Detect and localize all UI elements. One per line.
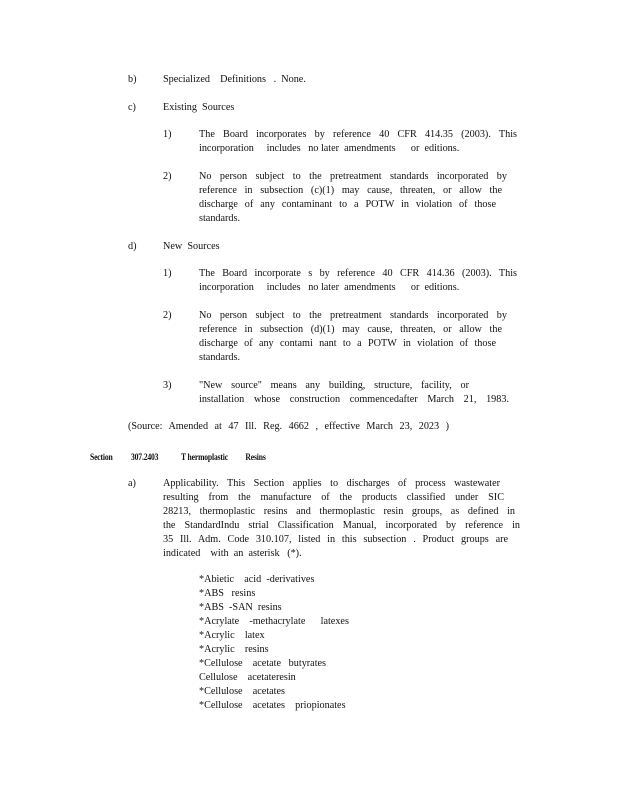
specialized-definitions: Specialized Definitions . None.	[163, 74, 306, 85]
product-item: *ABS -SAN resins	[199, 602, 282, 613]
d-3-marker: 3)	[163, 380, 172, 391]
d-2-line-2: reference in subsection (d)(1) may cause, threaten, or allow the	[199, 324, 502, 335]
product-item: Cellulose acetateresin	[199, 672, 296, 683]
existing-sources-heading: Existing Sources	[163, 102, 235, 113]
section-number: 307.2403	[131, 452, 159, 462]
c-2-line-3: discharge of any contaminant to a POTW in violation of those	[199, 199, 496, 210]
item-marker-c: c)	[128, 102, 136, 113]
item-marker-b: b)	[128, 74, 137, 85]
c-1-line-1: The Board incorporates by reference 40 CFR 414.35 (2003). This	[199, 129, 517, 140]
applicability-line-5: 35 Ill. Adm. Code 310.107, listed in this subsection . Product groups are	[163, 534, 508, 545]
c-1-line-2: incorporation includes no later amendments or editions.	[199, 143, 460, 154]
c-2-line-1: No person subject to the pretreatment standards incorporated by	[199, 171, 507, 182]
d-3-line-1: "New source" means any building, structure, facility, or	[199, 380, 469, 391]
applicability-line-2: resulting from the manufacture of the products classified under SIC	[163, 492, 504, 503]
product-item: *Cellulose acetates priopionates	[199, 700, 346, 711]
applicability-line-4: the StandardIndu strial Classification Manual, incorporated by reference in	[163, 520, 520, 531]
section-title: T hermoplastic Resins	[181, 452, 266, 462]
applicability-line-1: Applicability. This Section applies to discharges of process wastewater	[163, 478, 500, 489]
d-2-line-3: discharge of any contami nant to a POTW in violation of those	[199, 338, 496, 349]
product-item: *Cellulose acetates	[199, 686, 285, 697]
c-2-line-2: reference in subsection (c)(1) may cause, threaten, or allow the	[199, 185, 502, 196]
d-1-line-2: incorporation includes no later amendments or editions.	[199, 282, 460, 293]
c-2-line-4: standards.	[199, 213, 241, 224]
product-item: *Acrylic latex	[199, 630, 265, 641]
d-1-line-1: The Board incorporate s by reference 40 CFR 414.36 (2003). This	[199, 268, 517, 279]
d-2-line-1: No person subject to the pretreatment standards incorporated by	[199, 310, 507, 321]
item-marker-a: a)	[128, 478, 136, 489]
c-1-marker: 1)	[163, 129, 172, 140]
product-item: *ABS resins	[199, 588, 256, 599]
c-2-marker: 2)	[163, 171, 172, 182]
d-1-marker: 1)	[163, 268, 172, 279]
product-item: *Abietic acid -derivatives	[199, 574, 315, 585]
source-note: (Source: Amended at 47 Ill. Reg. 4662 , effective March 23, 2023 )	[128, 421, 449, 432]
d-3-line-2: installation whose construction commencedafter March 21, 1983.	[199, 394, 509, 405]
section-label: Section	[90, 452, 113, 462]
product-item: *Acrylic resins	[199, 644, 269, 655]
product-item: *Cellulose acetate butyrates	[199, 658, 327, 669]
applicability-line-6: indicated with an asterisk (*).	[163, 548, 302, 559]
new-sources-heading: New Sources	[163, 241, 220, 252]
d-2-marker: 2)	[163, 310, 172, 321]
applicability-line-3: 28213, thermoplastic resins and thermoplastic resin groups, as defined in	[163, 506, 515, 517]
product-item: *Acrylate -methacrylate latexes	[199, 616, 349, 627]
d-2-line-4: standards.	[199, 352, 241, 363]
item-marker-d: d)	[128, 241, 137, 252]
